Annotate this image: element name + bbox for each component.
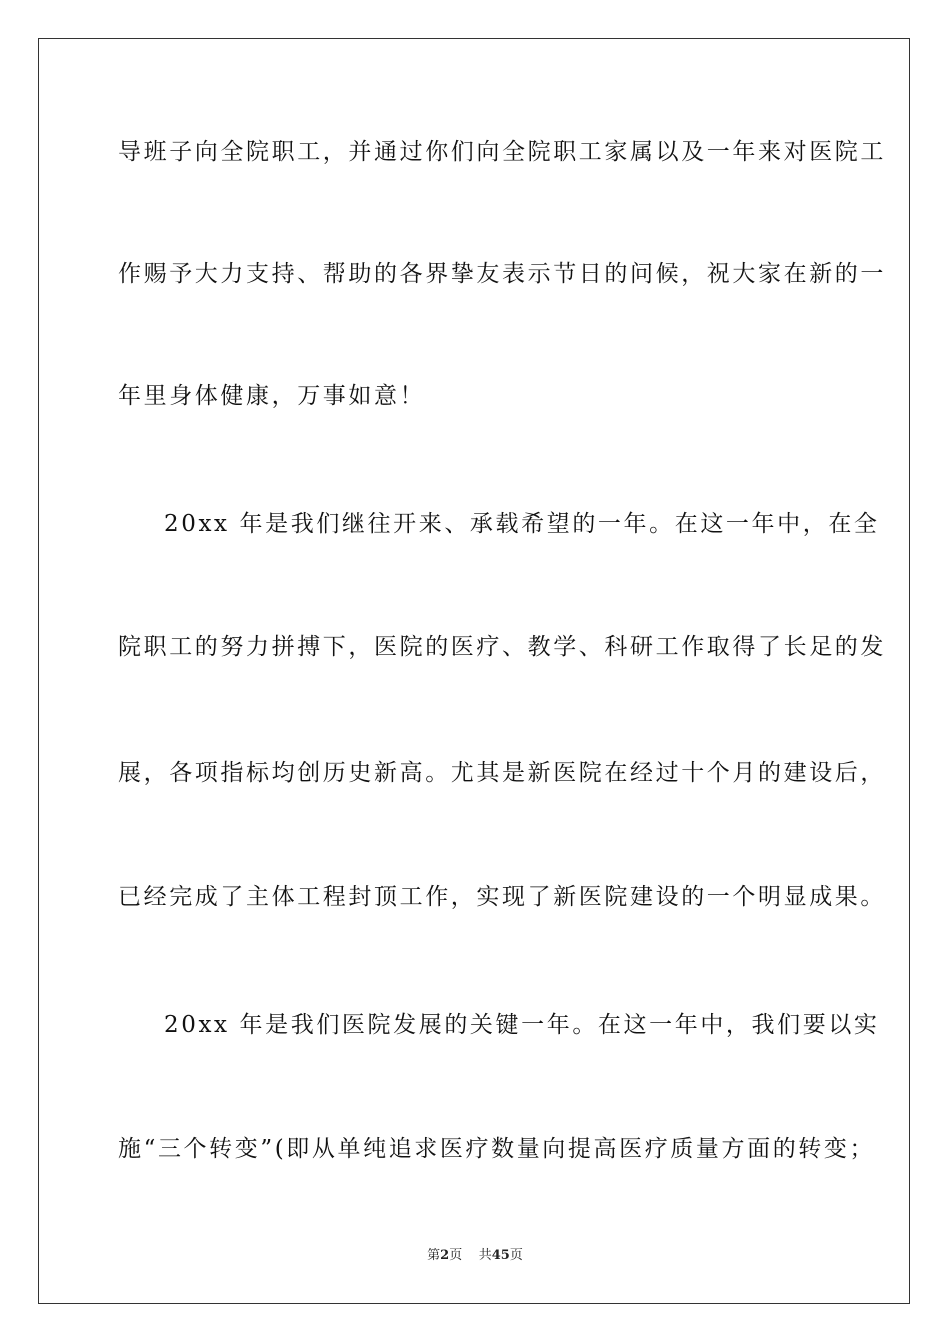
- text-line-2: 作赐予大力支持、帮助的各界挚友表示节日的问候，祝大家在新的一: [118, 261, 886, 287]
- footer-page-word: 页: [449, 1248, 463, 1263]
- footer-current-page: 2: [440, 1248, 450, 1263]
- text-line-8: 20xx 年是我们医院发展的关键一年。在这一年中，我们要以实: [164, 1012, 880, 1038]
- footer-total-prefix: 共: [478, 1248, 492, 1263]
- page-frame: [38, 38, 910, 1304]
- text-line-4: 20xx 年是我们继往开来、承载希望的一年。在这一年中，在全: [164, 511, 880, 537]
- text-line-7: 已经完成了主体工程封顶工作，实现了新医院建设的一个明显成果。: [118, 884, 886, 910]
- text-line-9: 施“三个转变”(即从单纯追求医疗数量向提高医疗质量方面的转变；: [118, 1136, 876, 1162]
- text-line-6: 展，各项指标均创历史新高。尤其是新医院在经过十个月的建设后，: [118, 760, 886, 786]
- footer-total-suffix: 页: [509, 1248, 523, 1263]
- footer-prefix: 第: [427, 1248, 441, 1263]
- text-line-3: 年里身体健康，万事如意！: [118, 383, 426, 409]
- text-line-5: 院职工的努力拼搏下，医院的医疗、教学、科研工作取得了长足的发: [118, 634, 886, 660]
- text-line-1: 导班子向全院职工，并通过你们向全院职工家属以及一年来对医院工: [118, 139, 886, 165]
- page-footer: [0, 1248, 950, 1264]
- footer-total-pages: 45: [491, 1248, 510, 1263]
